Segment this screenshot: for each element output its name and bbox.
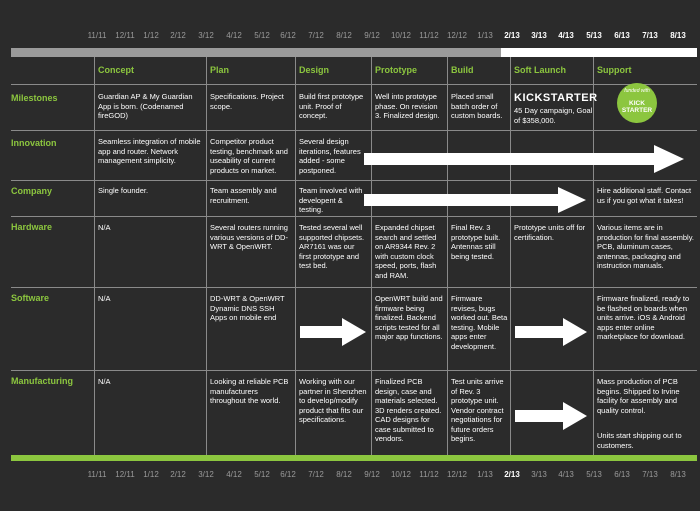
column-header-design: Design xyxy=(299,65,330,75)
date-label: 1/12 xyxy=(143,31,159,40)
software-build: Firmware revises, bugs worked out. Beta testing. Mobile apps enter development. xyxy=(451,294,508,351)
timeline-dates-bottom xyxy=(0,470,700,484)
column-divider xyxy=(94,57,95,455)
milestones-soft-launch: 45 Day campaign, Goal of $358,000. xyxy=(514,106,593,125)
hardware-soft-launch: Prototype units off for certification. xyxy=(514,223,586,242)
funded-with-kickstarter-badge xyxy=(617,83,657,123)
row-header-milestones: Milestones xyxy=(11,93,58,103)
column-header-concept: Concept xyxy=(98,65,134,75)
milestones-prototype: Well into prototype phase. On revision 3. Finalized design. xyxy=(375,92,440,120)
row-divider xyxy=(11,84,697,85)
column-divider xyxy=(447,57,448,455)
innovation-design: Several design iterations, features added - some postponed. xyxy=(299,137,361,175)
date-label: 7/12 xyxy=(308,470,324,479)
row-divider xyxy=(11,180,697,181)
milestones-build: Placed small batch order of custom boards. xyxy=(451,92,503,120)
software-arrow-icon-2 xyxy=(515,318,587,346)
date-label: 8/12 xyxy=(336,31,352,40)
hardware-support: Various items are in production for final assembly. PCB, aluminum cases, antennas, packaging and instruction manuals. xyxy=(597,223,694,270)
company-plan: Team assembly and recruitment. xyxy=(210,186,277,205)
date-label: 1/13 xyxy=(477,470,493,479)
date-label: 11/12 xyxy=(419,470,439,479)
hardware-build: Final Rev. 3 prototype built. Antennas still being tested. xyxy=(451,223,501,261)
hardware-concept: N/A xyxy=(98,223,111,232)
row-divider xyxy=(11,370,697,371)
date-label: 6/12 xyxy=(280,470,296,479)
date-label: 2/13 xyxy=(504,31,520,40)
column-divider xyxy=(510,57,511,455)
kickstarter-logo: KICKSTARTER xyxy=(514,92,598,104)
date-label: 8/13 xyxy=(670,470,686,479)
row-divider xyxy=(11,216,697,217)
date-label: 5/13 xyxy=(586,31,602,40)
software-prototype: OpenWRT build and firmware being finalized. Backend scripts tested for all major app functions. xyxy=(375,294,443,341)
company-arrow-icon xyxy=(364,187,586,213)
software-support: Firmware finalized, ready to be flashed on boards when units arrive. iOS & Android apps enter online marketplace for download. xyxy=(597,294,690,341)
date-label: 10/12 xyxy=(390,31,412,40)
date-label: 2/12 xyxy=(170,31,186,40)
hardware-design: Tested several well supported chipsets. AR7161 was our first prototype and test bed. xyxy=(299,223,365,270)
column-divider xyxy=(206,57,207,455)
milestones-plan: Specifications. Project scope. xyxy=(210,92,284,111)
timeline-future-bar xyxy=(501,48,697,57)
row-header-manufacturing: Manufacturing xyxy=(11,376,73,386)
innovation-arrow-icon xyxy=(364,145,684,173)
date-label: 7/13 xyxy=(642,31,658,40)
manufacturing-arrow-icon xyxy=(515,402,587,430)
date-label: 10/12 xyxy=(390,470,412,479)
date-label: 2/13 xyxy=(504,470,520,479)
software-plan: DD-WRT & OpenWRT Dynamic DNS SSH Apps on mobile end xyxy=(210,294,285,322)
date-label: 3/13 xyxy=(531,31,547,40)
milestones-concept: Guardian AP & My Guardian App is born. (Codenamed fireGOD) xyxy=(98,92,193,120)
date-label: 11/12 xyxy=(419,31,439,40)
row-divider xyxy=(11,287,697,288)
date-label: 7/12 xyxy=(308,31,324,40)
software-arrow-icon-1 xyxy=(300,318,366,346)
row-header-hardware: Hardware xyxy=(11,222,53,232)
software-concept: N/A xyxy=(98,294,111,303)
manufacturing-support-shipping: Units start shipping out to customers. xyxy=(597,431,682,450)
date-label: 3/13 xyxy=(531,470,547,479)
date-label: 12/12 xyxy=(446,470,468,479)
manufacturing-concept: N/A xyxy=(98,377,111,386)
date-label: 9/12 xyxy=(364,31,380,40)
company-design: Team involved with developent & testing. xyxy=(299,186,363,214)
date-label: 8/12 xyxy=(336,470,352,479)
manufacturing-build: Test units arrive of Rev. 3 prototype unit. Vendor contract negotiations for future orders begins. xyxy=(451,377,504,443)
column-header-build: Build xyxy=(451,65,474,75)
date-label: 1/13 xyxy=(477,31,493,40)
column-header-soft-launch: Soft Launch xyxy=(514,65,566,75)
date-label: 7/13 xyxy=(642,470,658,479)
manufacturing-prototype: Finalized PCB design, case and materials selected. 3D renders created. CAD designs for case submitted to vendors. xyxy=(375,377,442,443)
date-label: 11/11 xyxy=(87,470,107,479)
date-label: 9/12 xyxy=(364,470,380,479)
date-label: 12/12 xyxy=(446,31,468,40)
date-label: 1/12 xyxy=(143,470,159,479)
hardware-prototype: Expanded chipset search and settled on AR9344 Rev. 2 with custom clock speed, ports, flash and RAM. xyxy=(375,223,437,280)
column-header-support: Support xyxy=(597,65,632,75)
date-label: 5/12 xyxy=(254,470,270,479)
date-label: 6/13 xyxy=(614,470,630,479)
milestones-design: Build first prototype unit. Proof of concept. xyxy=(299,92,364,120)
date-label: 6/12 xyxy=(280,31,296,40)
innovation-plan: Competitor product testing, benchmark and useability of current products on market. xyxy=(210,137,288,175)
row-divider xyxy=(11,130,697,131)
date-label: 4/12 xyxy=(226,31,242,40)
column-header-prototype: Prototype xyxy=(375,65,418,75)
timeline-past-bar xyxy=(11,48,501,57)
badge-brand-text: KICK STARTER xyxy=(621,100,653,114)
innovation-concept: Seamless integration of mobile app and router. Network management simplicity. xyxy=(98,137,201,165)
timeline-dates-top xyxy=(0,31,700,45)
row-header-software: Software xyxy=(11,293,50,303)
manufacturing-plan: Looking at reliable PCB manufacturers throughout the world. xyxy=(210,377,289,405)
column-divider xyxy=(295,57,296,455)
column-divider xyxy=(371,57,372,455)
row-header-company: Company xyxy=(11,186,53,196)
date-label: 4/12 xyxy=(226,470,242,479)
date-label: 5/13 xyxy=(586,470,602,479)
manufacturing-design: Working with our partner in Shenzhen to develop/modify product that fits our specifications. xyxy=(299,377,367,424)
date-label: 11/11 xyxy=(87,31,107,40)
date-label: 5/12 xyxy=(254,31,270,40)
column-header-plan: Plan xyxy=(210,65,230,75)
company-concept: Single founder. xyxy=(98,186,149,195)
timeline-bottom-bar xyxy=(11,455,697,461)
date-label: 3/12 xyxy=(198,470,214,479)
date-label: 8/13 xyxy=(670,31,686,40)
date-label: 4/13 xyxy=(558,31,574,40)
date-label: 6/13 xyxy=(614,31,630,40)
row-header-innovation: Innovation xyxy=(11,138,57,148)
date-label: 3/12 xyxy=(198,31,214,40)
date-label: 4/13 xyxy=(558,470,574,479)
hardware-plan: Several routers running various versions of DD-WRT & OpenWRT. xyxy=(210,223,288,251)
date-label: 12/11 xyxy=(115,470,135,479)
company-support: Hire additional staff. Contact us if you got what it takes! xyxy=(597,186,692,205)
manufacturing-support: Mass production of PCB begins. Shipped to Irvine facility for assembly and quality control. xyxy=(597,377,680,415)
date-label: 12/11 xyxy=(115,31,135,40)
badge-top-text: funded with xyxy=(624,88,650,94)
date-label: 2/12 xyxy=(170,470,186,479)
